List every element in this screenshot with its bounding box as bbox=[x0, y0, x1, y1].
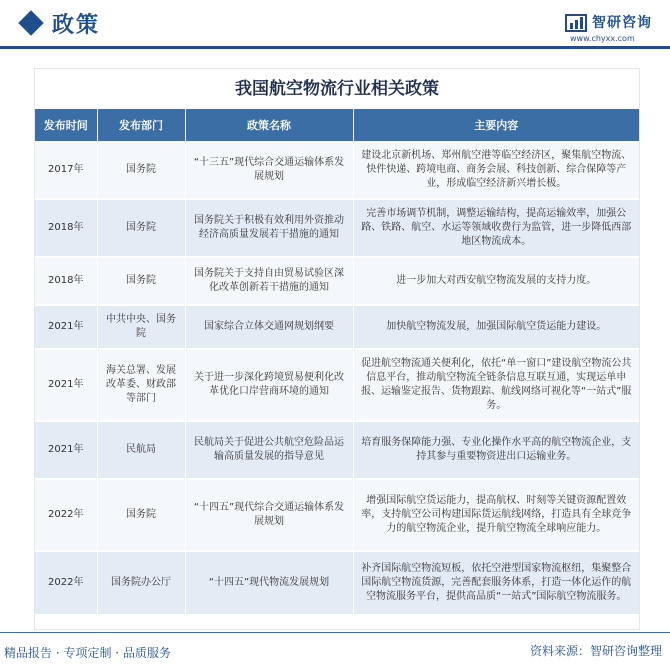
table-row bbox=[35, 479, 639, 551]
cell-policy-name: 国务院关于积极有效利用外资推动经济高质量发展若干措施的通知 bbox=[185, 199, 353, 257]
table-header-row bbox=[35, 109, 639, 141]
column-header: 发布时间 bbox=[35, 109, 97, 141]
cell-date: 2018年 bbox=[35, 199, 97, 257]
cell-date: 2021年 bbox=[35, 305, 97, 349]
cell-policy-name: 国务院关于支持自由贸易试验区深化改革创新若干措施的通知 bbox=[185, 257, 353, 305]
cell-department: 国务院 bbox=[97, 257, 185, 305]
cell-date: 2022年 bbox=[35, 551, 97, 615]
cell-content: 促进航空物流通关便利化，依托“单一窗口”建设航空物流公共信息平台，推动航空物流全链条信息互联互通，实现运单申报、运输鉴定报告、货物跟踪、航线网络可视化等“一站式”服务。 bbox=[353, 349, 639, 421]
table-row bbox=[35, 141, 639, 199]
section-title: 政策 bbox=[52, 13, 101, 38]
cell-policy-name: “十三五”现代综合交通运输体系发展规划 bbox=[185, 141, 353, 199]
cell-content: 完善市场调节机制，调整运输结构，提高运输效率，加强公路、铁路、航空、水运等领域收费行为监管，进一步降低西部地区物流成本。 bbox=[353, 199, 639, 257]
cell-date: 2021年 bbox=[35, 349, 97, 421]
cell-content: 补齐国际航空物流短板，依托空港型国家物流枢纽，集聚整合国际航空物流货源，完善配套服务体系，打造一体化运作的航空物流服务平台，提供高品质“一站式”国际航空物流服务。 bbox=[353, 551, 639, 615]
logo-name: 智研咨询 bbox=[592, 15, 652, 31]
footer-source: 资料来源：智研咨询整理 bbox=[529, 644, 662, 658]
cell-policy-name: 关于进一步深化跨境贸易便利化改革优化口岸营商环境的通知 bbox=[185, 349, 353, 421]
cell-policy-name: 国家综合立体交通网规划纲要 bbox=[185, 305, 353, 349]
table-row bbox=[35, 305, 639, 349]
page-footer bbox=[0, 632, 670, 664]
footer-tagline: 精品报告 · 专项定制 · 品质服务 bbox=[4, 646, 171, 660]
cell-department: 国务院 bbox=[97, 479, 185, 551]
column-header: 发布部门 bbox=[97, 109, 185, 141]
cell-date: 2018年 bbox=[35, 257, 97, 305]
cell-content: 加快航空物流发展，加强国际航空货运能力建设。 bbox=[353, 305, 639, 349]
header-divider bbox=[0, 46, 670, 49]
cell-content: 进一步加大对西安航空物流发展的支持力度。 bbox=[353, 257, 639, 305]
cell-department: 国务院 bbox=[97, 141, 185, 199]
cell-content: 培育服务保障能力强、专业化操作水平高的航空物流企业，支持其参与重要物资进出口运输业务。 bbox=[353, 421, 639, 479]
policy-table-card bbox=[34, 68, 640, 630]
cell-content: 建设北京新机场、郑州航空港等临空经济区，聚集航空物流、快件快递、跨境电商、商务会展、科技创新、综合保障等产业，形成临空经济新兴增长极。 bbox=[353, 141, 639, 199]
table-row bbox=[35, 199, 639, 257]
table-row bbox=[35, 551, 639, 615]
policy-table bbox=[35, 109, 639, 616]
cell-department: 海关总署、发展改革委、财政部等部门 bbox=[97, 349, 185, 421]
table-row bbox=[35, 349, 639, 421]
cell-policy-name: “十四五”现代物流发展规划 bbox=[185, 551, 353, 615]
logo-url: www.chyxx.com bbox=[570, 34, 635, 43]
cell-date: 2021年 bbox=[35, 421, 97, 479]
table-title: 我国航空物流行业相关政策 bbox=[235, 79, 439, 99]
cell-department: 国务院 bbox=[97, 199, 185, 257]
logo-icon bbox=[565, 14, 587, 32]
cell-date: 2017年 bbox=[35, 141, 97, 199]
table-row bbox=[35, 257, 639, 305]
page-header bbox=[0, 0, 670, 60]
cell-department: 中共中央、国务院 bbox=[97, 305, 185, 349]
cell-policy-name: “十四五”现代综合交通运输体系发展规划 bbox=[185, 479, 353, 551]
footer-divider bbox=[0, 632, 670, 633]
cell-department: 国务院办公厅 bbox=[97, 551, 185, 615]
column-header: 政策名称 bbox=[185, 109, 353, 141]
diamond-icon bbox=[18, 10, 43, 35]
cell-department: 民航局 bbox=[97, 421, 185, 479]
cell-date: 2022年 bbox=[35, 479, 97, 551]
cell-content: 增强国际航空货运能力，提高航权、时刻等关键资源配置效率，支持航空公司构建国际货运航线网络，打造具有全球竞争力的航空物流企业，提升航空物流全球响应能力。 bbox=[353, 479, 639, 551]
column-header: 主要内容 bbox=[353, 109, 639, 141]
cell-policy-name: 民航局关于促进公共航空危险品运输高质量发展的指导意见 bbox=[185, 421, 353, 479]
table-row bbox=[35, 421, 639, 479]
